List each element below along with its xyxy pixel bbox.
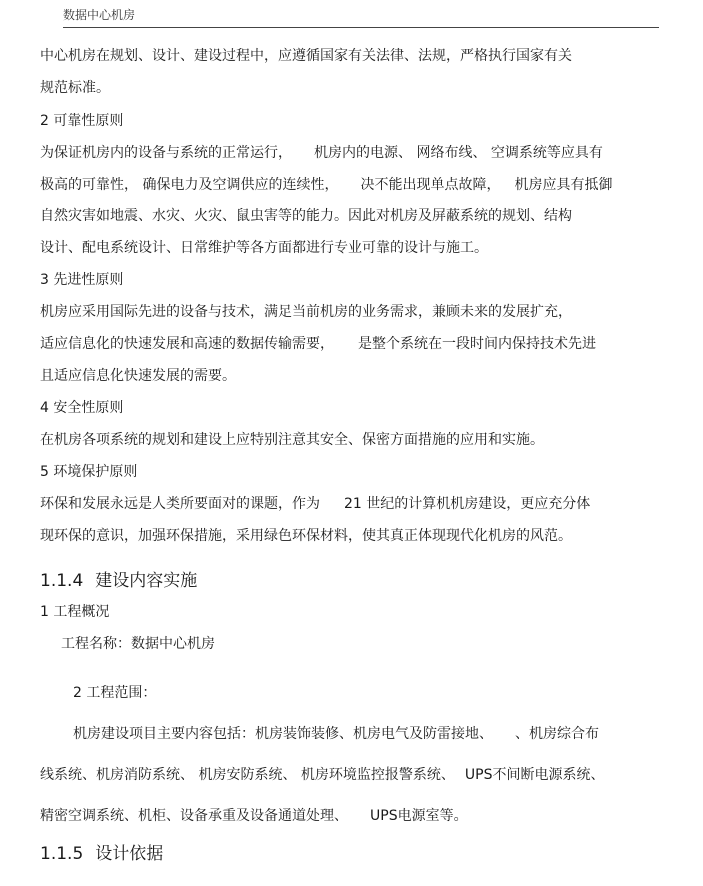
- paragraph-line: 极高的可靠性， 确保电力及空调供应的连续性， 决不能出现单点故障， 机房应具有抵御: [40, 177, 613, 193]
- section-heading-1-1-5: [40, 843, 163, 865]
- paragraph-line: 为保证机房内的设备与系统的正常运行， 机房内的电源、 网络布线、 空调系统等应具有: [40, 145, 603, 161]
- project-name: 工程名称：数据中心机房: [61, 636, 215, 652]
- paragraph-line: 现环保的意识，加强环保措施，采用绿色环保材料，使其真正体现现代化机房的风范。: [40, 528, 572, 544]
- section-title: 设计依据: [95, 844, 164, 864]
- paragraph-line: 规范标准。: [40, 80, 110, 96]
- paragraph-line: 环保和发展永远是人类所要面对的课题，作为 21 世纪的计算机机房建设，更应充分体: [40, 496, 591, 512]
- page-header: [63, 0, 659, 28]
- principle-heading-security: 4 安全性原则: [40, 400, 124, 416]
- header-title: 数据中心机房: [63, 8, 136, 22]
- principle-heading-environment: 5 环境保护原则: [40, 464, 138, 480]
- principle-heading-advanced: 3 先进性原则: [40, 272, 124, 288]
- section-number: 1.1.5: [40, 844, 84, 864]
- principle-heading-reliability: 2 可靠性原则: [40, 113, 124, 129]
- paragraph-line: 在机房各项系统的规划和建设上应特别注意其安全、保密方面措施的应用和实施。: [40, 432, 544, 448]
- section-heading-1-1-4: [40, 570, 197, 592]
- paragraph-line: 中心机房在规划、设计、建设过程中，应遵循国家有关法律、法规，严格执行国家有关: [40, 48, 572, 64]
- scope-heading: 2 工程范围：: [73, 685, 157, 701]
- section-title: 建设内容实施: [95, 571, 198, 591]
- scope-paragraph-line: 线系统、机房消防系统、 机房安防系统、 机房环境监控报警系统、 UPS不间断电源系统、: [40, 767, 605, 783]
- scope-paragraph-line: 精密空调系统、机柜、设备承重及设备通道处理、 UPS电源室等。: [40, 808, 468, 824]
- section-number: 1.1.4: [40, 571, 84, 591]
- overview-heading: 1 工程概况: [40, 604, 110, 620]
- paragraph-line: 且适应信息化快速发展的需要。: [40, 368, 236, 384]
- paragraph-line: 自然灾害如地震、水灾、火灾、鼠虫害等的能力。因此对机房及屏蔽系统的规划、结构: [40, 208, 572, 224]
- paragraph-line: 适应信息化的快速发展和高速的数据传输需要， 是整个系统在一段时间内保持技术先进: [40, 336, 596, 352]
- scope-paragraph-line: 机房建设项目主要内容包括：机房装饰装修、机房电气及防雷接地、 、机房综合布: [73, 726, 599, 742]
- paragraph-line: 机房应采用国际先进的设备与技术，满足当前机房的业务需求，兼顾未来的发展扩充，: [40, 304, 572, 320]
- paragraph-line: 设计、配电系统设计、日常维护等各方面都进行专业可靠的设计与施工。: [40, 240, 488, 256]
